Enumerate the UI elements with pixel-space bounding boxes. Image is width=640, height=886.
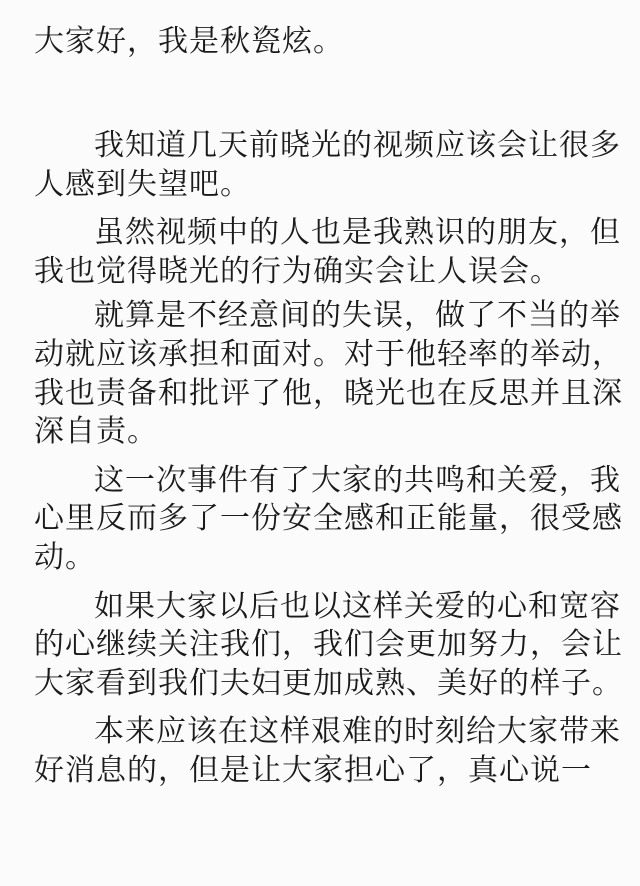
paragraph-2: 虽然视频中的人也是我熟识的朋友，但我也觉得晓光的行为确实会让人误会。 — [34, 215, 621, 289]
letter-body — [34, 127, 624, 801]
paragraph-5: 如果大家以后也以这样关爱的心和宽容的心继续关注我们，我们会更加努力，会让大家看到我们夫妇更加成熟、美好的样子。 — [34, 588, 623, 701]
paragraph-4: 这一次事件有了大家的共鸣和关爱，我心里反而多了一份安全感和正能量，很受感动。 — [34, 462, 623, 575]
paragraph-1: 我知道几天前晓光的视频应该会让很多人感到失望吧。 — [34, 128, 621, 202]
paragraph-3: 就算是不经意间的失误，做了不当的举动就应该承担和面对。对于他轻率的举动，我也责备和批评了他，晓光也在反思并且深深自责。 — [34, 298, 623, 450]
paragraph-6: 本来应该在这样艰难的时刻给大家带来好消息的，但是让大家担心了，真心说一 — [34, 714, 621, 788]
greeting-line: 大家好，我是秋瓷炫。 — [34, 24, 344, 59]
